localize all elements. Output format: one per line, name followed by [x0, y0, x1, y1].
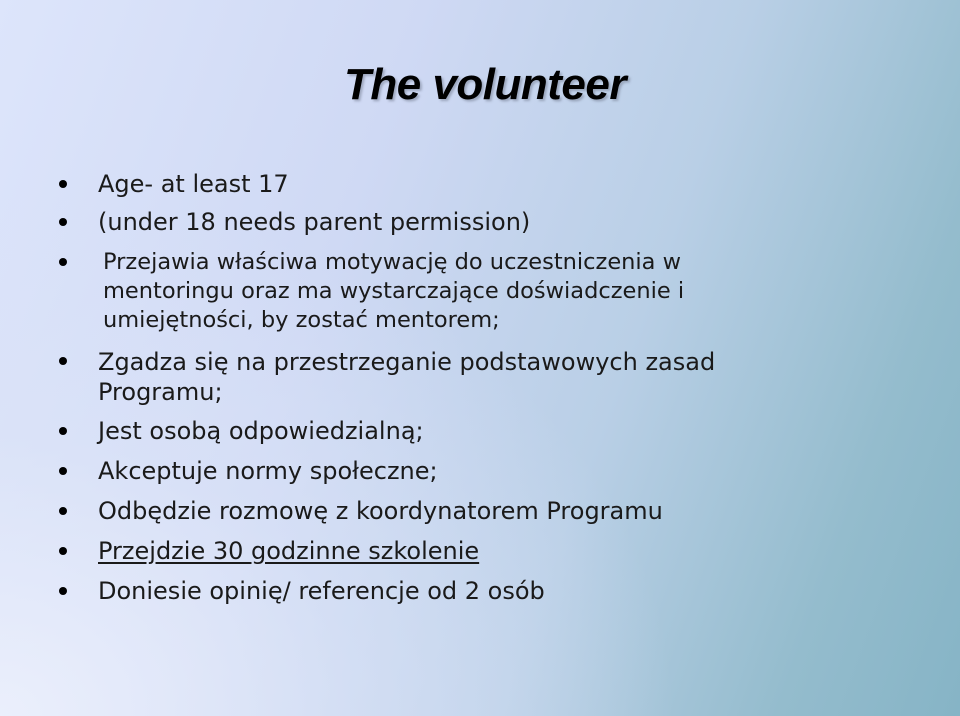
- bullet-item-social-norms: [57, 457, 817, 485]
- bullet-icon: [59, 258, 67, 266]
- bullet-item-motivation: [57, 248, 817, 335]
- bullet-icon: [59, 467, 67, 475]
- bullet-text: (under 18 needs parent permission): [98, 208, 531, 236]
- bullet-text: Przejdzie 30 godzinne szkolenie: [98, 537, 480, 565]
- bullet-item-parent-permission: [57, 208, 817, 236]
- bullet-text: Zgadza się na przestrzeganie podstawowych zasad Programu;: [98, 348, 716, 406]
- bullet-icon: [59, 507, 67, 515]
- bullet-item-responsible: [57, 417, 817, 445]
- bullet-item-rules: [57, 347, 817, 407]
- bullet-item-interview: [57, 497, 817, 525]
- bullet-item-age: [57, 170, 817, 198]
- bullet-icon: [59, 218, 67, 226]
- bullet-text: Age- at least 17: [98, 170, 289, 198]
- bullet-text: Przejawia właściwa motywację do uczestniczenia w mentoringu oraz ma wystarczające doświadczenie i umiejętności, by zostać mentorem;: [103, 249, 685, 333]
- bullet-icon: [59, 357, 67, 365]
- bullet-item-references: [57, 577, 817, 605]
- bullet-icon: [59, 180, 67, 188]
- bullet-item-training: [57, 537, 817, 565]
- bullet-text: Jest osobą odpowiedzialną;: [98, 417, 424, 445]
- bullet-text: Odbędzie rozmowę z koordynatorem Programu: [98, 497, 663, 525]
- slide-title: The volunteer: [344, 60, 626, 109]
- bullet-icon: [59, 427, 67, 435]
- bullet-text: Doniesie opinię/ referencje od 2 osób: [98, 577, 545, 605]
- bullet-text: Akceptuje normy społeczne;: [98, 457, 438, 485]
- bullet-icon: [59, 547, 67, 555]
- bullet-list: [57, 170, 817, 616]
- bullet-icon: [59, 587, 67, 595]
